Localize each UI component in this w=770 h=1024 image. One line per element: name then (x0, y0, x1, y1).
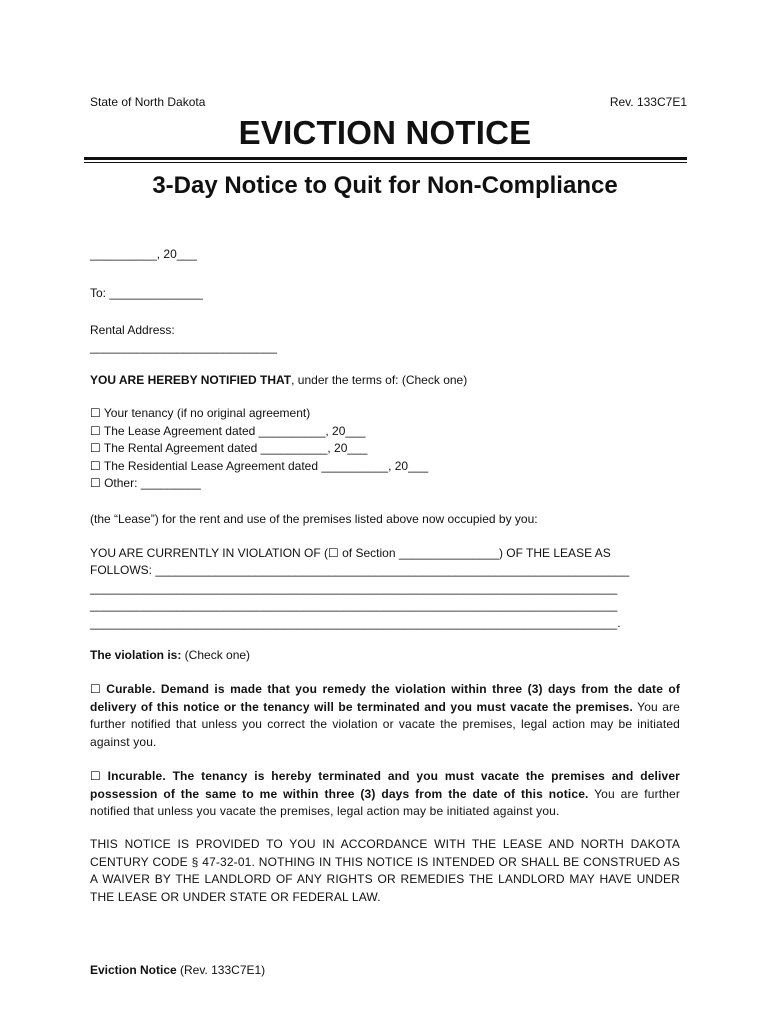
document-title: EVICTION NOTICE (238, 114, 532, 151)
lease-line: (the “Lease”) for the rent and use of the premises listed above now occupied by you: (90, 512, 538, 526)
to-line: To: ______________ (90, 286, 203, 300)
violation-is-line (90, 647, 250, 664)
revision-label: Rev. 133C7E1 (609, 95, 687, 109)
title-divider-thick (84, 157, 687, 160)
curable-rest: You are further notified that unless you correct the violation or vacate the premises, legal action may be initiated against you. (90, 699, 681, 749)
curable-paragraph[interactable] (90, 681, 680, 751)
footer-bold: Eviction Notice (90, 963, 177, 977)
title-divider-thin (84, 162, 687, 163)
incurable-bold: ☐ Incurable. The tenancy is hereby terminated and you must vacate the premises and deliver possession of the same to me within three (3) days from the date of this notice. (90, 769, 680, 801)
option-other[interactable]: ☐ Other: _________ (90, 476, 201, 490)
violation-line-5: _______________________________________________________________________________. (90, 616, 621, 630)
rental-address-label: Rental Address: (90, 323, 175, 337)
incurable-paragraph[interactable] (90, 768, 680, 821)
document-subtitle: 3-Day Notice to Quit for Non-Compliance (152, 172, 618, 199)
state-label: State of North Dakota (90, 95, 206, 109)
violation-line-2: FOLLOWS: _______________________________________________________________________ (90, 563, 630, 577)
notified-rest: , under the terms of: (Check one) (291, 373, 468, 387)
violation-line-3: _______________________________________________________________________________ (90, 581, 618, 595)
date-line: __________, 20___ (90, 247, 197, 261)
curable-bold: ☐ Curable. Demand is made that you remedy the violation within three (3) days from the date of delivery of this notice or the tenancy will be terminated and you must vacate the premises. (90, 682, 680, 714)
violation-is-rest: (Check one) (181, 648, 251, 662)
incurable-rest: You are further notified that unless you vacate the premises, legal action may be initiated against you. (90, 786, 680, 818)
option-residential-lease[interactable]: ☐ The Residential Lease Agreement dated __________, 20___ (90, 459, 429, 473)
violation-line-1: YOU ARE CURRENTLY IN VIOLATION OF (☐ of Section _______________) OF THE LEASE AS (90, 546, 611, 560)
footer (90, 963, 265, 977)
violation-is-bold: The violation is: (90, 648, 182, 662)
option-your-tenancy[interactable]: ☐ Your tenancy (if no original agreement) (90, 406, 311, 420)
notified-bold: YOU ARE HEREBY NOTIFIED THAT (90, 373, 292, 387)
option-rental-agreement[interactable]: ☐ The Rental Agreement dated __________, 20___ (90, 441, 368, 455)
option-lease-agreement[interactable]: ☐ The Lease Agreement dated __________, 20___ (90, 424, 366, 438)
legal-notice-paragraph: THIS NOTICE IS PROVIDED TO YOU IN ACCORDANCE WITH THE LEASE AND NORTH DAKOTA CENTURY CODE § 47-32-01. NOTHING IN THIS NOTICE IS INTENDED OR SHALL BE CONSTRUED AS A WAIVER BY THE LANDLORD OF ANY RIGHTS OR REMEDIES THE LANDLORD MAY HAVE UNDER THE LEASE OR UNDER STATE OR FEDERAL LAW. (90, 837, 680, 904)
footer-rest: (Rev. 133C7E1) (176, 963, 266, 977)
violation-line-4: _______________________________________________________________________________ (90, 598, 618, 612)
notified-line (90, 372, 467, 389)
rental-address-blank: ____________________________ (90, 340, 277, 354)
